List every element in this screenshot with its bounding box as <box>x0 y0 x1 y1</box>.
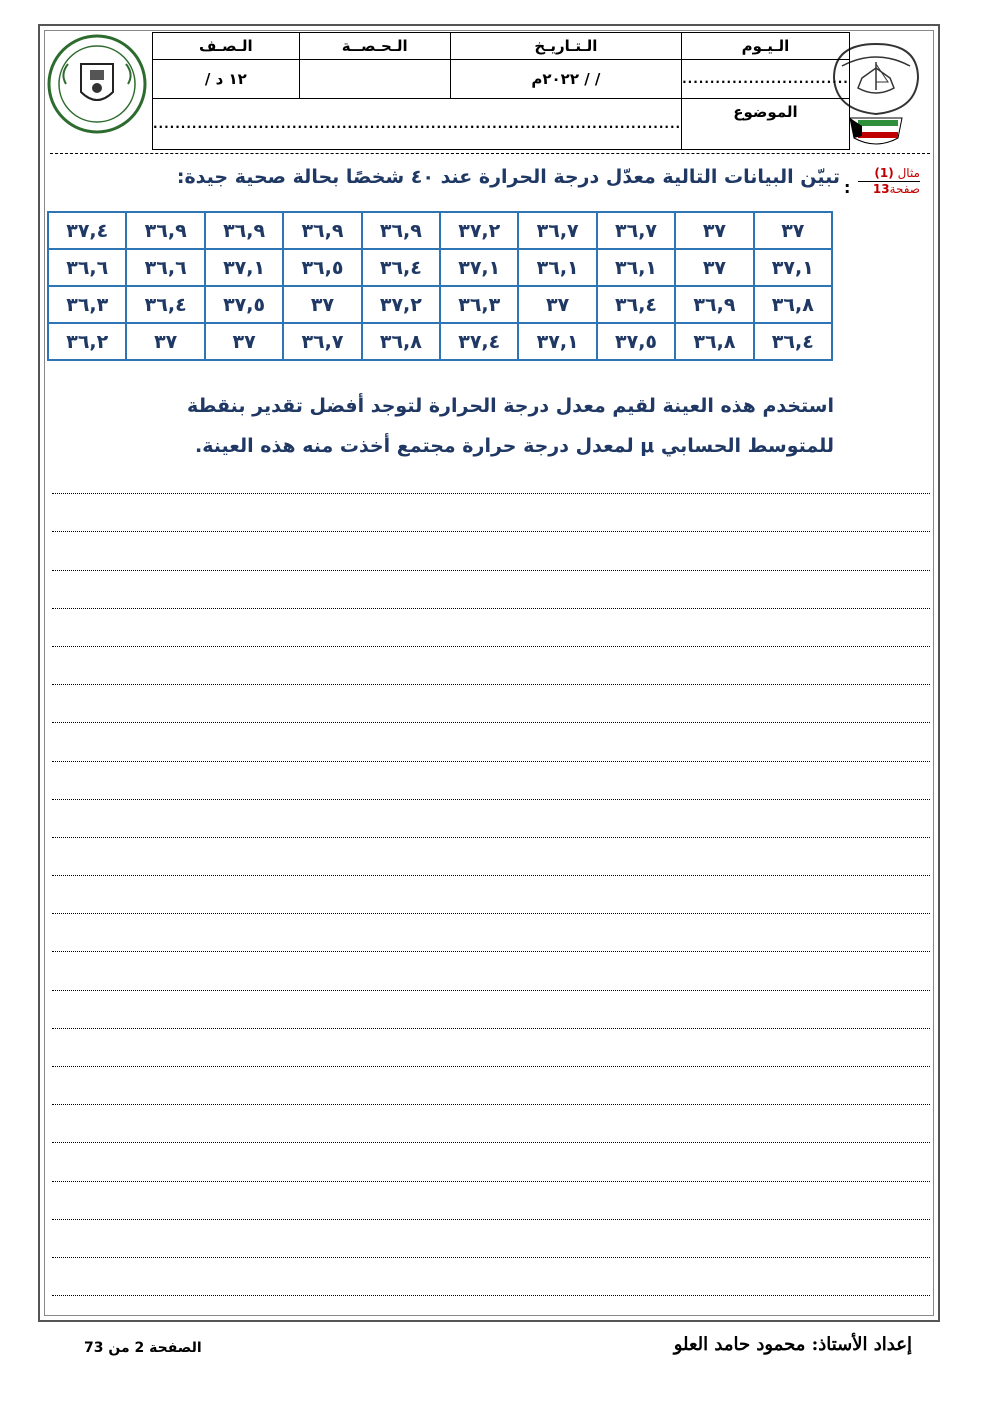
example-page-number: 13 <box>872 182 890 196</box>
table-cell: ٣٦,٢ <box>48 323 126 360</box>
class-field[interactable]: ١٢ د / <box>153 60 300 99</box>
table-cell: ٣٧,١ <box>440 249 518 286</box>
table-cell: ٣٧,١ <box>754 249 832 286</box>
table-cell: ٣٦,٤ <box>754 323 832 360</box>
day-field[interactable]: .............................. <box>682 60 850 99</box>
page-number: الصفحة 2 من 73 <box>84 1340 202 1356</box>
table-cell: ٣٦,٦ <box>48 249 126 286</box>
example-label <box>858 166 920 196</box>
temperature-data-table <box>47 211 833 361</box>
answer-line[interactable] <box>52 1067 930 1105</box>
table-cell: ٣٦,١ <box>518 249 596 286</box>
table-cell: ٣٦,٨ <box>675 323 753 360</box>
answer-lines[interactable] <box>52 456 930 1296</box>
table-cell: ٣٦,٣ <box>440 286 518 323</box>
date-label: الـتـاريـخ <box>450 33 681 60</box>
table-cell: ٣٦,٩ <box>362 212 440 249</box>
answer-line[interactable] <box>52 991 930 1029</box>
answer-line[interactable] <box>52 1220 930 1258</box>
question-task: استخدم هذه العينة لقيم معدل درجة الحرارة لتوجد أفضل تقدير بنقطة للمتوسط الحسابي μ لمعدل درجة حرارة مجتمع أخذت منه هذه العينة. <box>186 395 834 457</box>
answer-line[interactable] <box>52 1143 930 1181</box>
table-cell: ٣٧ <box>675 249 753 286</box>
example-word: مثال <box>897 166 920 180</box>
table-cell: ٣٦,٨ <box>754 286 832 323</box>
table-cell: ٣٦,٥ <box>283 249 361 286</box>
table-cell: ٣٧,٤ <box>48 212 126 249</box>
table-cell: ٣٦,٧ <box>518 212 596 249</box>
answer-line[interactable] <box>52 876 930 914</box>
table-cell: ٣٧ <box>754 212 832 249</box>
table-cell: ٣٦,٤ <box>126 286 204 323</box>
period-label: الـحـصــة <box>299 33 450 60</box>
answer-line[interactable] <box>52 647 930 685</box>
table-cell: ٣٧,٥ <box>205 286 283 323</box>
table-cell: ٣٧ <box>283 286 361 323</box>
table-cell: ٣٧,٤ <box>440 323 518 360</box>
day-label: الـيـوم <box>682 33 850 60</box>
table-cell: ٣٧,١ <box>518 323 596 360</box>
period-field[interactable] <box>299 60 450 99</box>
table-cell: ٣٦,٤ <box>362 249 440 286</box>
table-row <box>48 286 832 323</box>
table-cell: ٣٧,١ <box>205 249 283 286</box>
answer-line[interactable] <box>52 800 930 838</box>
answer-line[interactable] <box>52 1182 930 1220</box>
table-row <box>48 323 832 360</box>
header-table <box>152 32 850 150</box>
answer-line[interactable] <box>52 952 930 990</box>
table-cell: ٣٦,٩ <box>205 212 283 249</box>
table-cell: ٣٧ <box>518 286 596 323</box>
table-cell: ٣٦,٩ <box>675 286 753 323</box>
answer-line[interactable] <box>52 838 930 876</box>
subject-field[interactable]: ............................................................................................... <box>153 99 682 150</box>
answer-line[interactable] <box>52 723 930 761</box>
answer-line[interactable] <box>52 685 930 723</box>
school-logo <box>46 34 148 134</box>
answer-line[interactable] <box>52 571 930 609</box>
table-cell: ٣٦,٨ <box>362 323 440 360</box>
table-cell: ٣٧ <box>126 323 204 360</box>
table-cell: ٣٦,٩ <box>283 212 361 249</box>
question-intro: تبيّن البيانات التالية معدّل درجة الحرارة عند ٤٠ شخصًا بحالة صحية جيدة: <box>176 166 840 188</box>
table-cell: ٣٦,١ <box>597 249 675 286</box>
table-cell: ٣٧ <box>205 323 283 360</box>
answer-line[interactable] <box>52 532 930 570</box>
table-cell: ٣٦,٣ <box>48 286 126 323</box>
answer-line[interactable] <box>52 494 930 532</box>
class-label: الـصـف <box>153 33 300 60</box>
answer-line[interactable] <box>52 1258 930 1296</box>
table-cell: ٣٦,٤ <box>597 286 675 323</box>
table-cell: ٣٧,٥ <box>597 323 675 360</box>
answer-line[interactable] <box>52 1029 930 1067</box>
dashed-separator <box>50 153 930 154</box>
answer-line[interactable] <box>52 914 930 952</box>
example-number: (1) <box>874 166 894 180</box>
table-cell: ٣٦,٧ <box>597 212 675 249</box>
table-cell: ٣٧,٢ <box>362 286 440 323</box>
author-credit: إعداد الأستاذ: محمود حامد العلو <box>673 1334 912 1355</box>
example-colon: : <box>844 178 851 197</box>
answer-line[interactable] <box>52 762 930 800</box>
table-cell: ٣٦,٦ <box>126 249 204 286</box>
answer-line[interactable] <box>52 609 930 647</box>
table-cell: ٣٦,٧ <box>283 323 361 360</box>
answer-line[interactable] <box>52 1105 930 1143</box>
example-page-word: صفحة <box>889 182 920 196</box>
subject-label: الموضوع <box>682 99 850 150</box>
date-field[interactable]: / / ٢٠٢٢م <box>450 60 681 99</box>
answer-line[interactable] <box>52 456 930 494</box>
table-row <box>48 212 832 249</box>
table-cell: ٣٧,٢ <box>440 212 518 249</box>
table-row <box>48 249 832 286</box>
table-cell: ٣٦,٩ <box>126 212 204 249</box>
table-cell: ٣٧ <box>675 212 753 249</box>
